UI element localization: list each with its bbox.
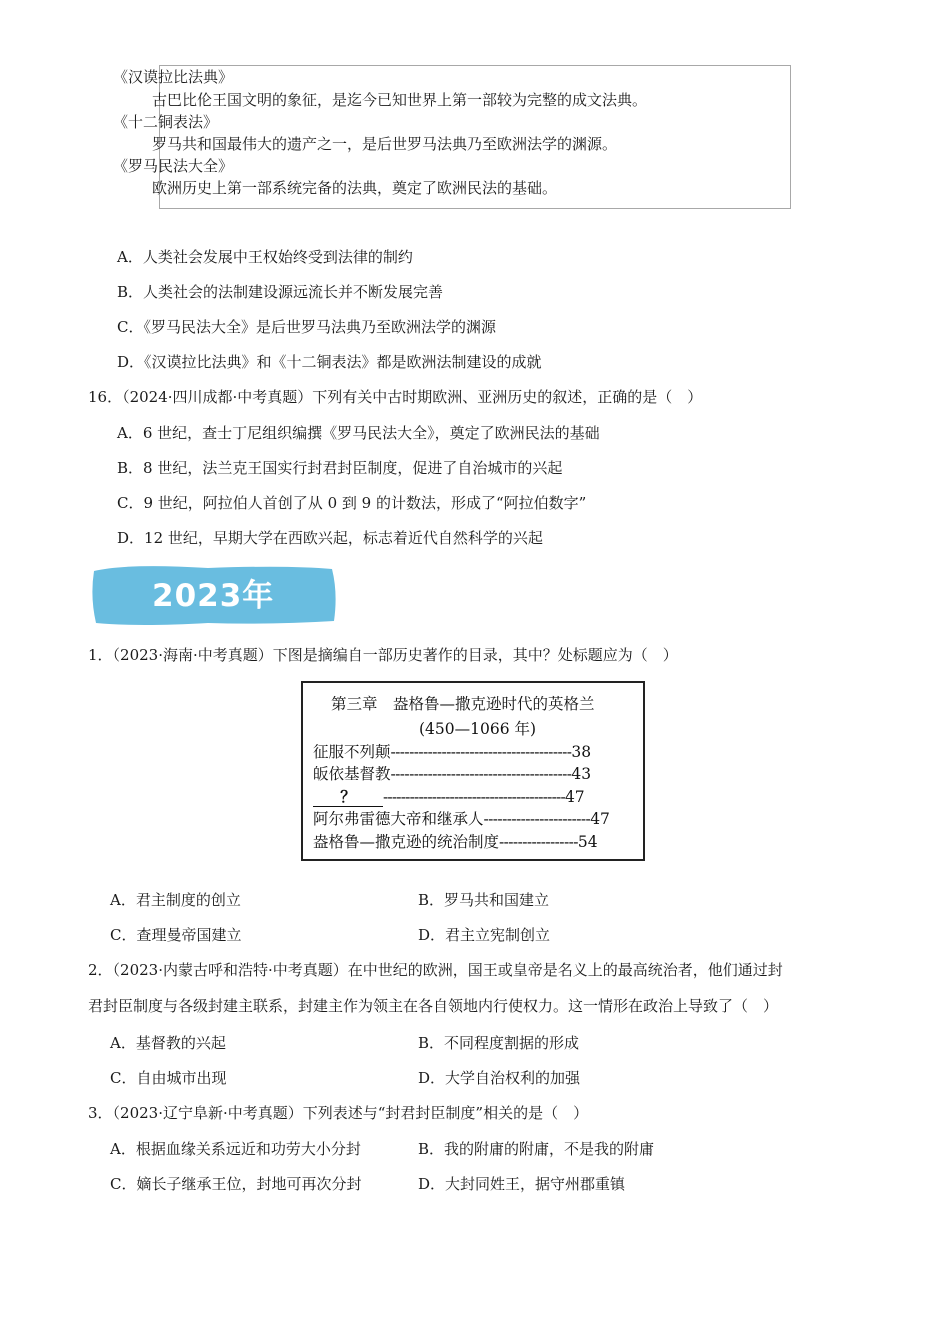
option-letter: A． <box>110 1140 136 1158</box>
q3-option-a <box>110 1139 361 1159</box>
option-text: 君主立宪制创立 <box>445 926 551 944</box>
toc-row <box>313 831 598 853</box>
section-banner-label: 2023年 <box>152 578 275 614</box>
toc-row-name: 阿尔弗雷德大帝和继承人 <box>313 810 484 828</box>
option-text: 根据血缘关系远近和功劳大小分封 <box>135 1140 361 1158</box>
option-text: 8 世纪，法兰克王国实行封君封臣制度，促进了自治城市的兴起 <box>143 459 563 477</box>
option-text: 《汉谟拉比法典》和《十二铜表法》都是欧洲法制建设的成就 <box>144 353 542 371</box>
toc-row-leader: --------------------------------------- <box>390 743 572 761</box>
law-title-1: 《汉谟拉比法典》 <box>113 68 234 86</box>
option-text: 查理曼帝国建立 <box>136 926 242 944</box>
q2-option-b <box>418 1033 579 1053</box>
option-text: 基督教的兴起 <box>135 1034 226 1052</box>
option-letter: B． <box>418 891 445 909</box>
option-letter: B． <box>117 283 144 301</box>
option-letter: A． <box>110 891 136 909</box>
question-number: 1． <box>88 646 113 664</box>
option-letter: C． <box>117 318 144 336</box>
q16-stem <box>88 387 702 407</box>
q1-option-d <box>418 925 550 945</box>
q15-option-d <box>117 352 542 372</box>
option-text: 自由城市出现 <box>136 1069 227 1087</box>
toc-row <box>313 763 591 785</box>
q16-option-d <box>117 528 543 548</box>
law-title-3: 《罗马民法大全》 <box>113 157 234 175</box>
q2-stem-line2: 君封臣制度与各级封建主联系，封建主作为领主在各自领地内行使权力。这一情形在政治上导致了（ ） <box>88 997 779 1015</box>
law-desc-3: 欧洲历史上第一部系统完备的法典，奠定了欧洲民法的基础。 <box>152 179 558 197</box>
option-letter: D． <box>117 353 145 371</box>
q2-option-d <box>418 1068 580 1088</box>
q16-option-a <box>117 423 600 443</box>
option-letter: C． <box>110 1069 137 1087</box>
option-letter: A． <box>117 248 143 266</box>
toc-row-leader: ----------------- <box>499 833 578 851</box>
question-text: （2023·辽宁阜新·中考真题）下列表述与“封君封臣制度”相关的是（ ） <box>112 1104 589 1122</box>
option-text: 人类社会发展中王权始终受到法律的制约 <box>142 248 413 266</box>
option-text: 6 世纪，查士丁尼组织编撰《罗马民法大全》，奠定了欧洲民法的基础 <box>142 424 600 442</box>
option-text: 罗马共和国建立 <box>444 891 550 909</box>
toc-row-page: 54 <box>577 833 598 851</box>
toc-row <box>313 808 610 830</box>
q3-option-d <box>418 1174 625 1194</box>
q2-stem-line1 <box>88 960 783 980</box>
option-text: 人类社会的法制建设源远流长并不断发展完善 <box>143 283 444 301</box>
q3-option-b <box>418 1139 654 1159</box>
toc-row-name: ？ <box>313 788 383 807</box>
question-text: （2023·内蒙古呼和浩特·中考真题）在中世纪的欧洲，国王或皇帝是名义上的最高统治者，他们通过封 <box>112 961 783 979</box>
q16-option-c <box>117 493 586 513</box>
question-number: 16． <box>88 388 123 406</box>
option-text: 嫡长子继承王位，封地可再次分封 <box>136 1175 362 1193</box>
option-text: 大学自治权利的加强 <box>445 1069 581 1087</box>
toc-row <box>313 741 591 763</box>
toc-figure <box>301 681 645 861</box>
law-desc-2: 罗马共和国最伟大的遗产之一，是后世罗马法典乃至欧洲法学的渊源。 <box>152 135 618 153</box>
q1-option-a <box>110 890 241 910</box>
toc-row-leader: ----------------------------------------- <box>383 788 565 806</box>
option-letter: D． <box>418 1175 446 1193</box>
question-text: （2023·海南·中考真题）下图是摘编自一部历史著作的目录，其中？处标题应为（ ） <box>112 646 678 664</box>
option-letter: C． <box>110 1175 137 1193</box>
question-text: （2024·四川成都·中考真题）下列有关中古时期欧洲、亚洲历史的叙述，正确的是（ ） <box>122 388 703 406</box>
option-text: 大封同姓王，据守州郡重镇 <box>445 1175 626 1193</box>
toc-row-leader: ----------------------- <box>483 810 591 828</box>
option-letter: C． <box>117 494 144 512</box>
toc-row-leader: --------------------------------------- <box>390 765 572 783</box>
toc-row-page: 47 <box>564 788 585 806</box>
option-letter: C． <box>110 926 137 944</box>
q2-option-c <box>110 1068 227 1088</box>
toc-row-page: 47 <box>590 810 610 828</box>
option-letter: D． <box>418 1069 446 1087</box>
option-text: 君主制度的创立 <box>135 891 241 909</box>
option-letter: D． <box>418 926 446 944</box>
option-text: 9 世纪，阿拉伯人首创了从 0 到 9 的计数法，形成了“阿拉伯数字” <box>143 494 587 512</box>
toc-chapter-title: 第三章 盎格鲁—撒克逊时代的英格兰 <box>331 695 595 713</box>
option-text: 我的附庸的附庸，不是我的附庸 <box>444 1140 655 1158</box>
q15-option-a <box>117 247 413 267</box>
option-letter: A． <box>110 1034 136 1052</box>
option-text: 《罗马民法大全》是后世罗马法典乃至欧洲法学的渊源 <box>143 318 496 336</box>
q1-option-c <box>110 925 242 945</box>
q16-option-b <box>117 458 562 478</box>
q15-option-b <box>117 282 443 302</box>
option-letter: D． <box>117 529 145 547</box>
option-letter: B． <box>418 1034 445 1052</box>
toc-row-page: 38 <box>571 743 592 761</box>
toc-row-page: 43 <box>571 765 592 783</box>
q15-option-c <box>117 317 496 337</box>
option-text: 12 世纪，早期大学在西欧兴起，标志着近代自然科学的兴起 <box>144 529 543 547</box>
toc-row-name: 盎格鲁—撒克逊的统治制度 <box>313 833 500 851</box>
q2-option-a <box>110 1033 226 1053</box>
option-letter: B． <box>418 1140 445 1158</box>
option-letter: B． <box>117 459 144 477</box>
q3-option-c <box>110 1174 362 1194</box>
option-letter: A． <box>117 424 143 442</box>
law-title-2: 《十二铜表法》 <box>113 113 219 131</box>
option-text: 不同程度割据的形成 <box>444 1034 580 1052</box>
law-desc-1: 古巴比伦王国文明的象征，是迄今已知世界上第一部较为完整的成文法典。 <box>152 91 648 109</box>
q3-stem <box>88 1103 588 1123</box>
toc-row-name: 征服不列颠 <box>313 743 391 761</box>
question-number: 3． <box>88 1104 113 1122</box>
toc-years: (450—1066 年) <box>419 720 537 738</box>
toc-row-name: 皈依基督教 <box>313 765 391 783</box>
q1-option-b <box>418 890 549 910</box>
question-number: 2． <box>88 961 113 979</box>
toc-row-missing <box>313 786 585 808</box>
q1-stem <box>88 645 678 665</box>
